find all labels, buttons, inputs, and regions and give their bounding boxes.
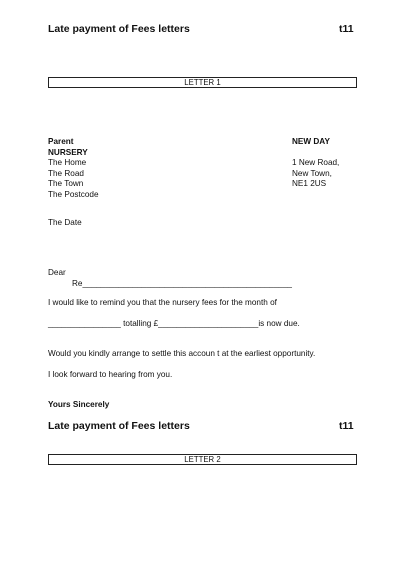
letter-2-label: LETTER 2 — [184, 455, 221, 464]
document-code-2: t11 — [339, 420, 354, 432]
re-line: Re______________________________________________ — [72, 279, 292, 288]
page-title: Late payment of Fees letters — [48, 23, 190, 35]
body-paragraph-2: ________________ totalling £______________________is now due. — [48, 319, 300, 328]
sender-line-1: Parent — [48, 137, 74, 146]
nursery-address-line: 1 New Road, — [292, 158, 340, 167]
sender-address-line: The Town — [48, 179, 84, 188]
body-paragraph-4: I look forward to hearing from you. — [48, 370, 173, 379]
sign-off: Yours Sincerely — [48, 400, 110, 409]
nursery-address-line: NE1 2US — [292, 179, 327, 188]
letter-date: The Date — [48, 218, 82, 227]
document-code: t11 — [339, 23, 354, 35]
sender-block — [48, 137, 99, 200]
sender-line-2: NURSERY — [48, 147, 88, 157]
nursery-name: NEW DAY — [292, 137, 330, 146]
letter-1-label-box — [48, 77, 357, 88]
sender-address-line: The Postcode — [48, 189, 99, 199]
letter-2-label-box — [48, 454, 357, 465]
sender-address-line: The Road — [48, 168, 84, 178]
body-paragraph-1: I would like to remind you that the nursery fees for the month of — [48, 298, 277, 307]
salutation: Dear — [48, 268, 66, 277]
page-title-2: Late payment of Fees letters — [48, 420, 190, 432]
letter-1-label: LETTER 1 — [184, 78, 221, 87]
sender-address-line: The Home — [48, 158, 87, 167]
body-paragraph-3: Would you kindly arrange to settle this accoun t at the earliest opportunity. — [48, 349, 316, 358]
nursery-address-line: New Town, — [292, 168, 332, 178]
nursery-block — [292, 137, 339, 190]
